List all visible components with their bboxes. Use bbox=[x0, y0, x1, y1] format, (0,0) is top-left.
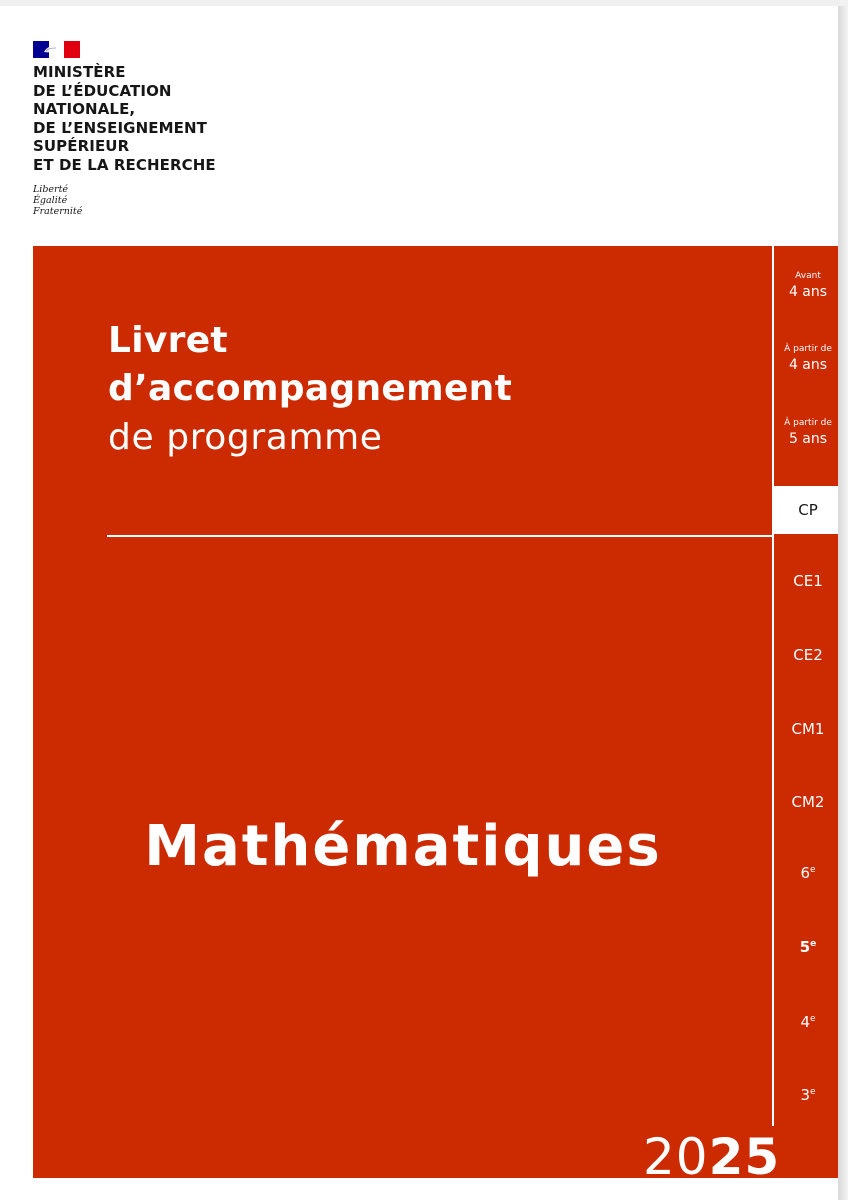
ministry-line: MINISTÈRE bbox=[33, 63, 126, 81]
level-4e: 4e bbox=[800, 1013, 816, 1031]
ministry-line: DE L’ENSEIGNEMENT bbox=[33, 118, 207, 137]
level-ce2: CE2 bbox=[793, 646, 823, 664]
level-ce1: CE1 bbox=[793, 572, 823, 590]
booklet-title bbox=[108, 317, 512, 463]
level-sidebar bbox=[772, 246, 842, 1126]
ministry-line: DE L’ÉDUCATION bbox=[33, 81, 172, 100]
republique-francaise-flag-icon bbox=[33, 41, 80, 58]
republic-motto bbox=[33, 184, 82, 217]
title-line-2: d’accompagnement bbox=[108, 368, 513, 409]
year-suffix: 25 bbox=[708, 1128, 781, 1186]
cover-panel bbox=[33, 246, 840, 1186]
page-edge-shadow bbox=[838, 6, 848, 1200]
marianne-profile-icon bbox=[42, 44, 62, 54]
level-a-partir-5-ans: À partir de 5 ans bbox=[784, 418, 832, 447]
flag-red bbox=[64, 41, 80, 58]
year-prefix: 20 bbox=[643, 1128, 709, 1186]
level-cp-current: CP bbox=[774, 486, 842, 534]
ministry-line: ET DE LA RECHERCHE bbox=[33, 155, 216, 174]
level-a-partir-4-ans: À partir de 4 ans bbox=[784, 344, 832, 373]
level-cm2: CM2 bbox=[791, 793, 825, 811]
title-line-3: de programme bbox=[108, 417, 383, 458]
level-3e: 3e bbox=[800, 1086, 816, 1104]
ministry-line: NATIONALE, bbox=[33, 100, 136, 118]
level-cm1: CM1 bbox=[791, 720, 825, 738]
motto-liberte: Liberté bbox=[33, 184, 69, 195]
motto-egalite: Égalité bbox=[33, 195, 68, 206]
title-line-1: Livret bbox=[108, 320, 228, 361]
motto-fraternite: Fraternité bbox=[33, 206, 83, 217]
level-avant-4-ans: Avant 4 ans bbox=[788, 271, 828, 300]
page-top-shadow bbox=[0, 0, 840, 6]
level-6e: 6e bbox=[800, 864, 816, 882]
subject-title: Mathématiques bbox=[144, 814, 662, 879]
ministry-line: SUPÉRIEUR bbox=[33, 137, 130, 155]
ministry-name bbox=[33, 63, 216, 174]
title-divider bbox=[107, 535, 773, 537]
level-5e: 5e bbox=[799, 938, 817, 956]
year bbox=[643, 1126, 780, 1188]
